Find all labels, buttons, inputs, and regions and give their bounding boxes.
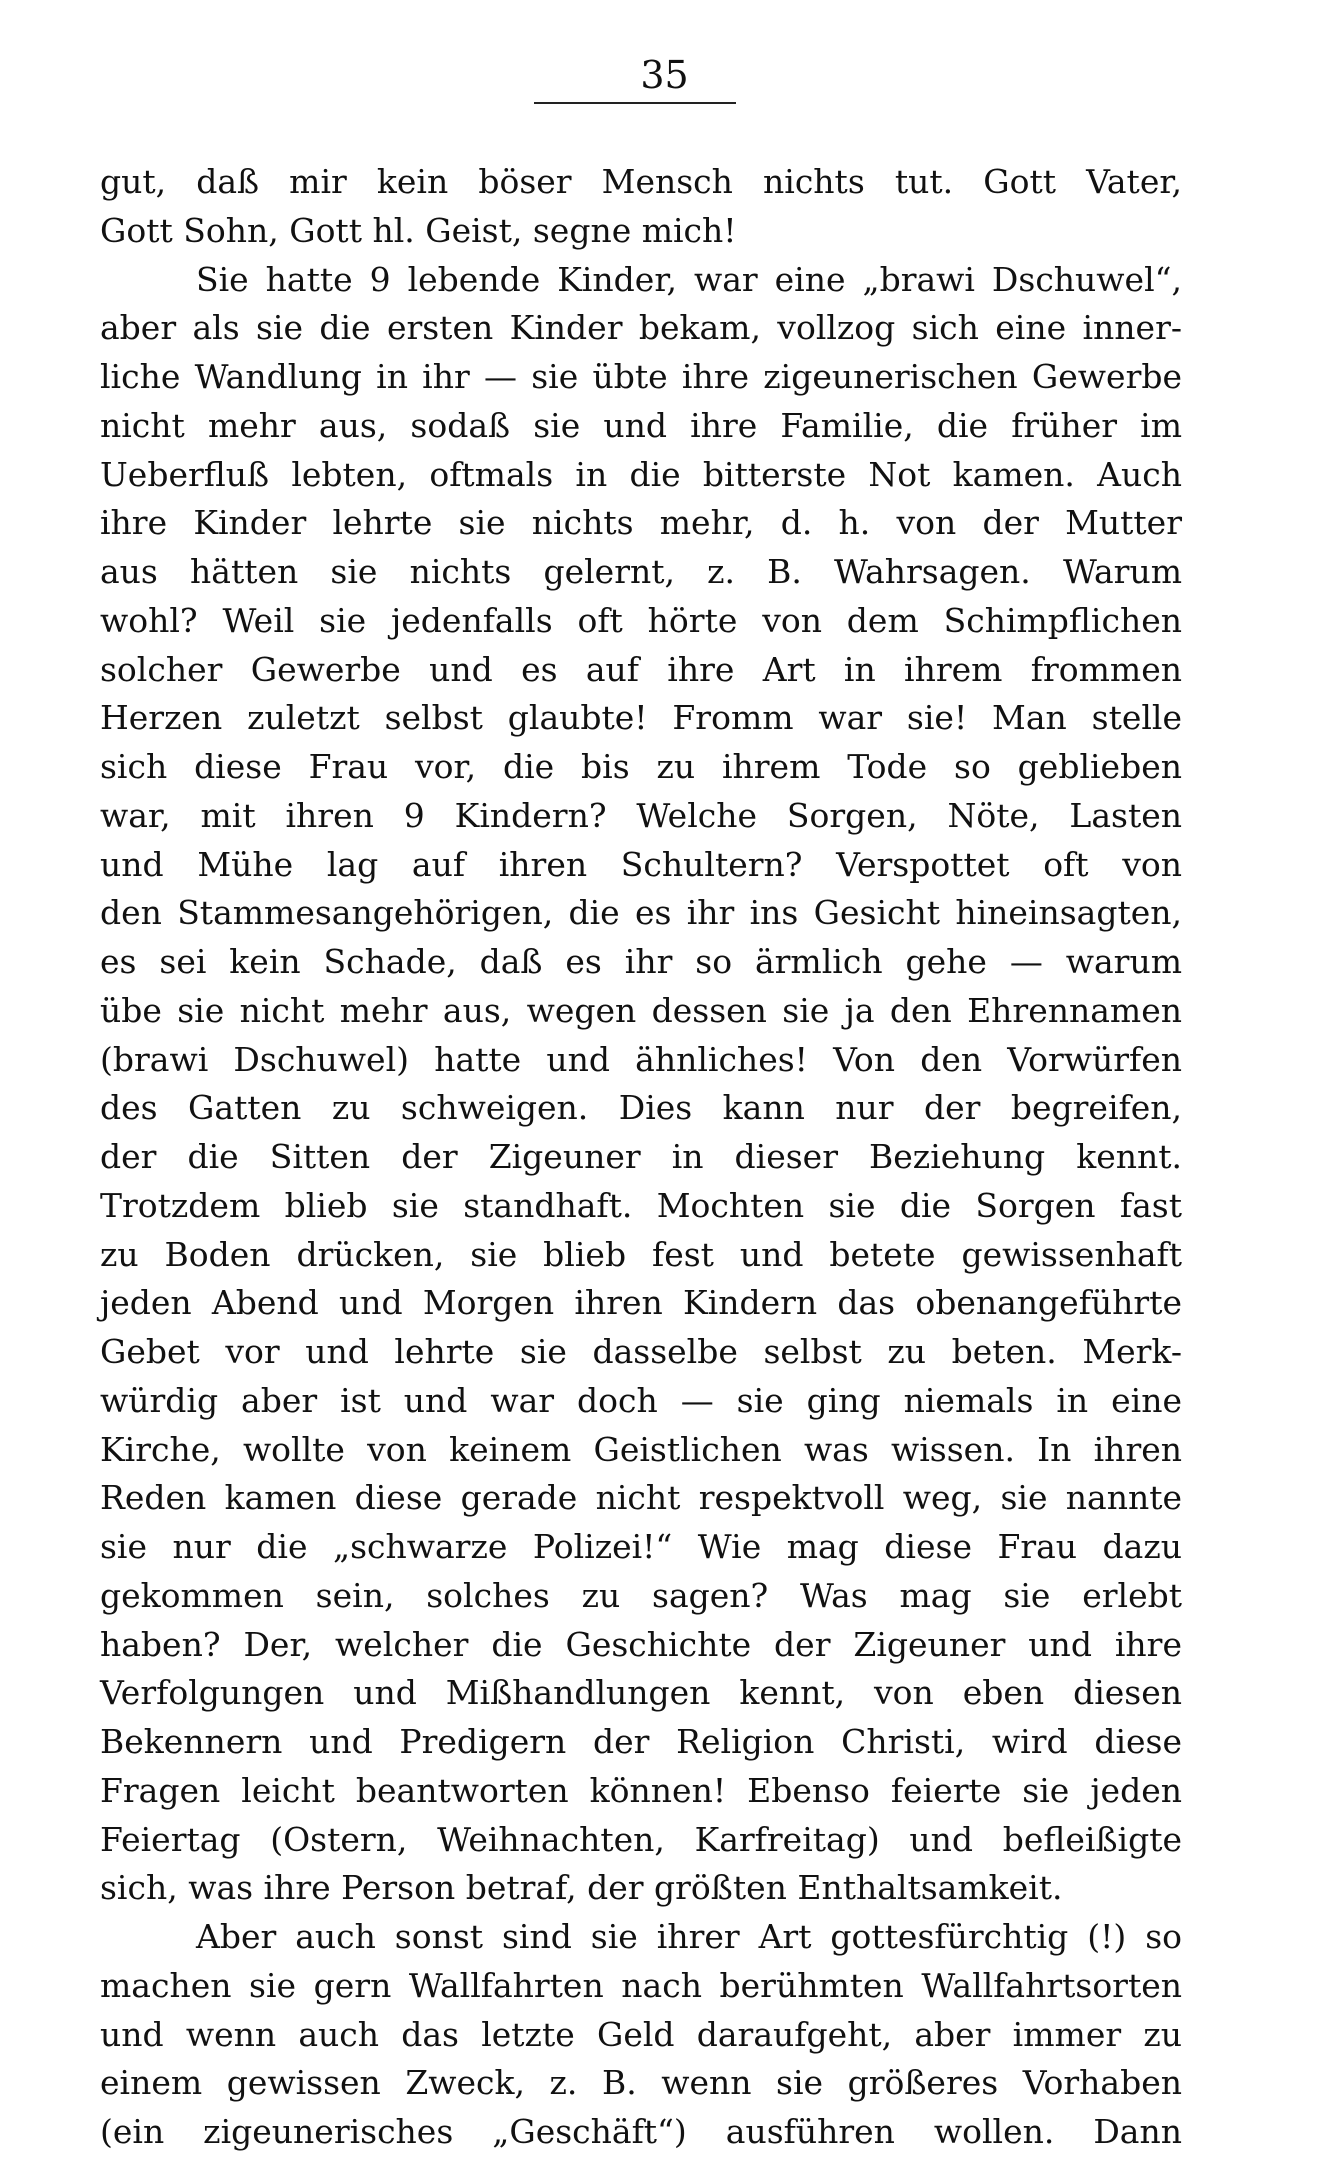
text-line: (ein zigeunerisches „Geschäft“) ausführen wollen. Dann	[100, 2112, 1182, 2151]
body-text	[100, 158, 1182, 2157]
text-line: jeden Abend und Morgen ihren Kindern das obenangeführte	[100, 1283, 1182, 1323]
text-line: Kirche, wollte von keinem Geistlichen was wissen. In ihren	[100, 1429, 1182, 1469]
text-line: solcher Gewerbe und es auf ihre Art in ihrem frommen	[100, 649, 1182, 689]
text-line: sich, was ihre Person betraf, der größten Enthaltsamkeit.	[100, 1868, 1063, 1908]
text-line: war, mit ihren 9 Kindern? Welche Sorgen, Nöte, Lasten	[100, 795, 1182, 835]
text-line: gekommen sein, solches zu sagen? Was mag sie erlebt	[100, 1575, 1182, 1615]
text-line: liche Wandlung in ihr — sie übte ihre zigeunerischen Gewerbe	[100, 357, 1182, 396]
text-line: übe sie nicht mehr aus, wegen dessen sie ja den Ehrennamen	[100, 990, 1182, 1030]
text-line: Feiertag (Ostern, Weihnachten, Karfreitag) und befleißigte	[100, 1819, 1182, 1859]
text-line: Gott Sohn, Gott hl. Geist, segne mich!	[100, 210, 737, 250]
text-line: Fragen leicht beantworten können! Ebenso feierte sie jeden	[100, 1770, 1182, 1810]
text-line: und Mühe lag auf ihren Schultern? Verspottet oft von	[100, 844, 1182, 884]
text-line: machen sie gern Wallfahrten nach berühmten Wallfahrtsorten	[100, 1965, 1182, 2005]
text-line: und wenn auch das letzte Geld daraufgeht, aber immer zu	[100, 2014, 1182, 2054]
text-line: Bekennern und Predigern der Religion Christi, wird diese	[100, 1722, 1182, 1761]
page-number-rule	[534, 102, 736, 104]
text-line: Herzen zuletzt selbst glaubte! Fromm war sie! Man stelle	[100, 698, 1182, 738]
text-line: Sie hatte 9 lebende Kinder, war eine „brawi Dschuwel“,	[196, 259, 1182, 299]
text-line: es sei kein Schade, daß es ihr so ärmlich gehe — warum	[100, 942, 1182, 981]
text-line: würdig aber ist und war doch — sie ging niemals in eine	[100, 1380, 1182, 1420]
text-line: wohl? Weil sie jedenfalls oft hörte von dem Schimpflichen	[100, 600, 1182, 640]
text-line: den Stammesangehörigen, die es ihr ins Gesicht hineinsagten,	[100, 893, 1182, 933]
text-line: einem gewissen Zweck, z. B. wenn sie größeres Vorhaben	[100, 2063, 1182, 2103]
text-line: gut, daß mir kein böser Mensch nichts tut. Gott Vater,	[100, 162, 1182, 201]
text-line: Aber auch sonst sind sie ihrer Art gottesfürchtig (!) so	[196, 1917, 1182, 1956]
text-line: der die Sitten der Zigeuner in dieser Beziehung kennt.	[100, 1137, 1182, 1176]
text-line: sie nur die „schwarze Polizei!“ Wie mag diese Frau dazu	[100, 1527, 1182, 1566]
text-line: Trotzdem blieb sie standhaft. Mochten sie die Sorgen fast	[100, 1185, 1182, 1225]
text-line: Reden kamen diese gerade nicht respektvoll weg, sie nannte	[100, 1478, 1182, 1518]
text-line: zu Boden drücken, sie blieb fest und betete gewissenhaft	[100, 1234, 1182, 1274]
text-line: nicht mehr aus, sodaß sie und ihre Familie, die früher im	[100, 405, 1182, 445]
text-line: Ueberfluß lebten, oftmals in die bitterste Not kamen. Auch	[100, 454, 1182, 494]
text-line: aber als sie die ersten Kinder bekam, vollzog sich eine inner-	[100, 308, 1182, 348]
text-line: (brawi Dschuwel) hatte und ähnliches! Von den Vorwürfen	[100, 1039, 1182, 1079]
text-line: sich diese Frau vor, die bis zu ihrem Tode so geblieben	[100, 747, 1182, 786]
text-line: haben? Der, welcher die Geschichte der Zigeuner und ihre	[100, 1624, 1182, 1664]
text-line: Verfolgungen und Mißhandlungen kennt, von eben diesen	[100, 1673, 1182, 1713]
text-line: aus hätten sie nichts gelernt, z. B. Wahrsagen. Warum	[100, 552, 1182, 591]
page-number: 35	[640, 53, 689, 97]
text-line: des Gatten zu schweigen. Dies kann nur der begreifen,	[100, 1088, 1182, 1128]
text-line: Gebet vor und lehrte sie dasselbe selbst zu beten. Merk-	[100, 1332, 1182, 1371]
text-line: ihre Kinder lehrte sie nichts mehr, d. h. von der Mutter	[100, 503, 1182, 543]
